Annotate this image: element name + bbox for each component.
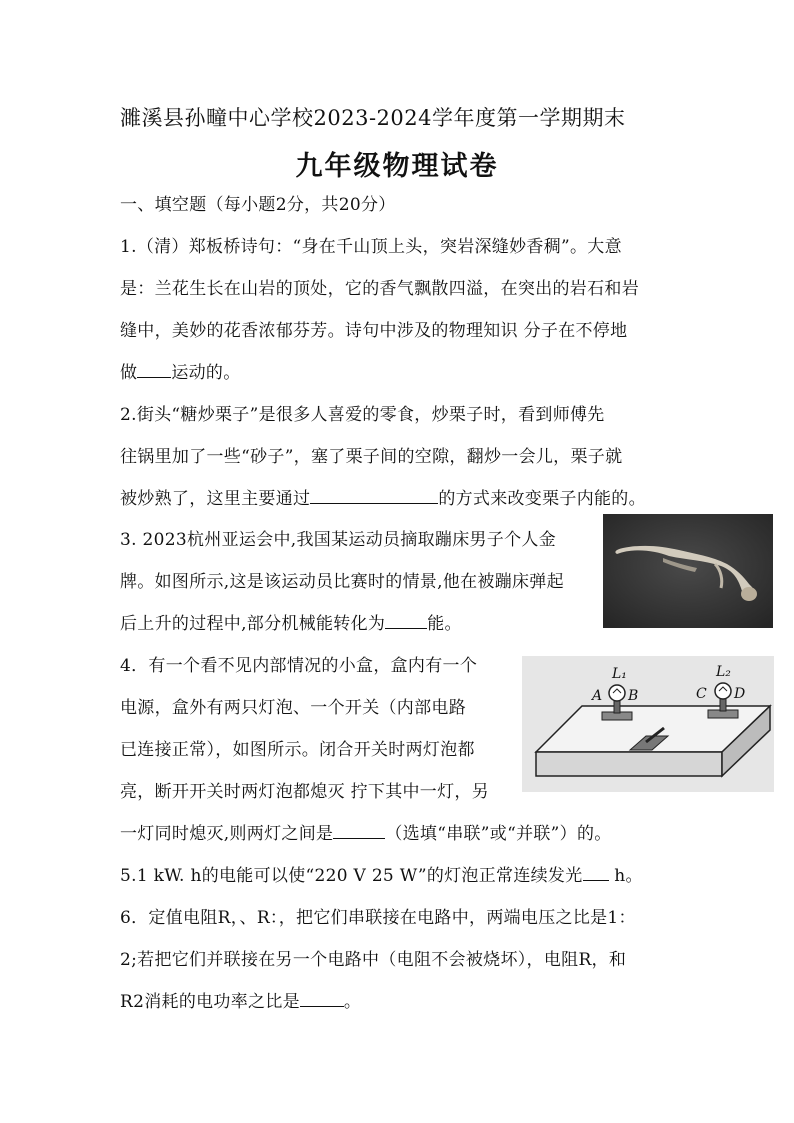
- q6-text-a: R2消耗的电功率之比是: [120, 992, 300, 1012]
- q2-text-a: 被炒熟了，这里主要通过: [120, 489, 311, 509]
- label-B: B: [628, 688, 639, 704]
- section-heading: 一、填空题（每小题2分，共20分）: [120, 195, 396, 215]
- q4-line-4: 亮，断开开关时两灯泡都熄灭 拧下其中一灯，另: [120, 782, 490, 802]
- q5-line: [120, 861, 643, 886]
- q3-line-1: 3. 2023杭州亚运会中,我国某运动员摘取蹦床男子个人金: [120, 530, 556, 550]
- q3-line-3: [120, 609, 462, 634]
- q4-line-5: [120, 819, 612, 844]
- q1-line-3: 缝中，美妙的花香浓郁芬芳。诗句中涉及的物理知识 分子在不停地: [120, 321, 628, 341]
- label-A: A: [592, 688, 603, 704]
- q4-line-1: 4．有一个看不见内部情况的小盒，盒内有一个: [120, 656, 478, 676]
- label-C: C: [696, 686, 707, 702]
- q1-line-2: 是：兰花生长在山岩的顶处，它的香气飘散四溢，在突出的岩石和岩: [120, 279, 639, 299]
- q6-line-3: [120, 987, 361, 1012]
- q5-text-b: h。: [608, 866, 643, 886]
- q3-text-a: 后上升的过程中,部分机械能转化为: [120, 614, 386, 634]
- q1-text-a: 做: [120, 363, 138, 383]
- q5-answer-blank[interactable]: [583, 866, 609, 881]
- q4-line-3: 已连接正常），如图所示。闭合开关时两灯泡都: [120, 740, 475, 760]
- q2-answer-blank[interactable]: [310, 489, 438, 504]
- trampoline-athlete-photo: [603, 514, 773, 628]
- q1-text-b: 运动的。: [171, 363, 241, 383]
- label-L1: L₁: [612, 666, 627, 682]
- q4-line-2: 电源，盒外有两只灯泡、一个开关（内部电路: [120, 698, 466, 718]
- q6-answer-blank[interactable]: [300, 992, 344, 1007]
- q6-line-1: 6．定值电阻R，、R：，把它们串联接在电路中，两端电压之比是1：: [120, 908, 636, 928]
- athlete-silhouette: [603, 514, 773, 628]
- circuit-box-figure: [522, 656, 774, 792]
- q2-text-b: 的方式来改变栗子内能的。: [438, 489, 646, 509]
- q6-text-b: 。: [343, 992, 362, 1012]
- q4-text-a: 一灯同时熄灭,则两灯之间是: [120, 824, 334, 844]
- q1-line-1: 1.（清）郑板桥诗句：“身在千山顶上头，突岩深缝妙香稠”。大意: [120, 237, 622, 257]
- label-D: D: [734, 686, 746, 702]
- q3-line-2: 牌。如图所示,这是该运动员比赛时的情景,他在被蹦床弹起: [120, 572, 564, 592]
- label-L2: L₂: [716, 664, 731, 680]
- q4-answer-blank[interactable]: [333, 824, 385, 839]
- q2-line-3: [120, 484, 646, 509]
- q5-text-a: 5.1 kW. h的电能可以使“220 V 25 W”的灯泡正常连续发光: [120, 866, 583, 886]
- q2-line-1: 2.街头“糖炒栗子”是很多人喜爱的零食，炒栗子时，看到师傅先: [120, 405, 605, 425]
- q6-line-2: 2;若把它们并联接在另一个电路中（电阻不会被烧坏），电阻R，和: [120, 950, 627, 970]
- q1-answer-blank[interactable]: [137, 363, 171, 378]
- q3-text-b: 能。: [427, 614, 462, 634]
- circuit-box-diagram: [522, 656, 774, 792]
- q2-line-2: 往锅里加了一些“砂子”，塞了栗子间的空隙，翻炒一会儿，栗子就: [120, 447, 623, 467]
- q4-text-b: （选填“串联”或“并联”）的。: [385, 824, 612, 844]
- q3-answer-blank[interactable]: [385, 614, 427, 629]
- school-header: 濉溪县孙疃中心学校2023-2024学年度第一学期期末: [120, 106, 626, 130]
- page-title: 九年级物理试卷: [295, 151, 499, 182]
- q1-line-4: [120, 358, 241, 383]
